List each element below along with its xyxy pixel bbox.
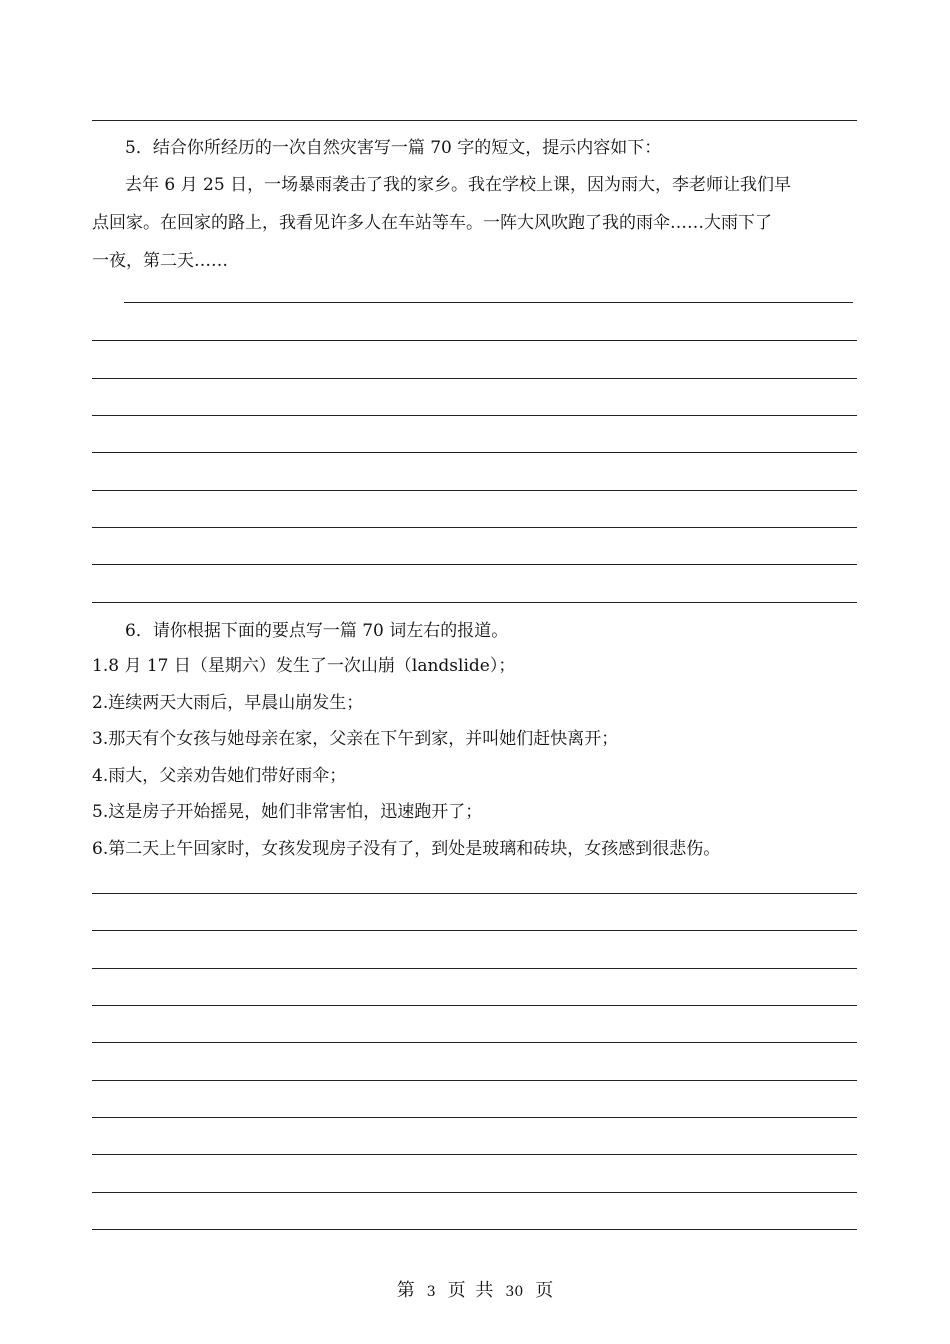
q6-point-5: 5.这是房子开始摇晃，她们非常害怕，迅速跑开了； [92, 802, 483, 822]
q5-hint-line-2: 点回家。在回家的路上，我看见许多人在车站等车。一阵大风吹跑了我的雨伞……大雨下了 [92, 213, 772, 233]
top-separator [92, 120, 857, 121]
q6-point-1: 1.8 月 17 日（星期六）发生了一次山崩（landslide）； [92, 656, 516, 676]
q5-answer-line[interactable] [92, 490, 857, 491]
q5-answer-line[interactable] [92, 340, 857, 341]
total-pages-number: 30 [505, 1284, 524, 1300]
q5-prompt: 5．结合你所经历的一次自然灾害写一篇 70 字的短文，提示内容如下： [125, 138, 662, 158]
q6-points [92, 648, 862, 867]
q5-hint-line-3: 一夜，第二天…… [92, 251, 228, 271]
q6-answer-line[interactable] [92, 1154, 857, 1155]
q6-answer-line[interactable] [92, 1117, 857, 1118]
q6-point-2: 2.连续两天大雨后，早晨山崩发生； [92, 692, 364, 713]
q6-answer-line[interactable] [92, 1192, 857, 1193]
q6-prompt: 6．请你根据下面的要点写一篇 70 词左右的报道。 [125, 621, 509, 641]
q6-answer-line[interactable] [92, 1042, 857, 1043]
q6-point-6: 6.第二天上午回家时，女孩发现房子没有了，到处是玻璃和砖块，女孩感到很悲伤。 [92, 838, 721, 859]
q5-answer-line[interactable] [92, 527, 857, 528]
page-footer [0, 1278, 950, 1305]
q5-hint-line-1: 去年 6 月 25 日，一场暴雨袭击了我的家乡。我在学校上课，因为雨大，李老师让我们早 [125, 175, 792, 195]
q6-point-4: 4.雨大，父亲劝告她们带好雨伞； [92, 765, 347, 786]
current-page-number: 3 [426, 1284, 436, 1300]
q5-answer-line[interactable] [124, 302, 853, 303]
q6-point-3: 3.那天有个女孩与她母亲在家，父亲在下午到家，并叫她们赶快离开； [92, 729, 619, 749]
q6-answer-line[interactable] [92, 930, 857, 931]
q5-answer-line[interactable] [92, 452, 857, 453]
footer-word-ye: 页 [447, 1280, 466, 1301]
q6-answer-line[interactable] [92, 1080, 857, 1081]
q6-answer-line[interactable] [92, 968, 857, 969]
q5-hint [92, 166, 862, 280]
q6-answer-line[interactable] [92, 1229, 857, 1230]
q6-answer-line[interactable] [92, 893, 857, 894]
q5-answer-line[interactable] [92, 602, 857, 603]
footer-word-di: 第 [396, 1280, 415, 1301]
footer-word-ye-2: 页 [535, 1280, 554, 1301]
q5-answer-line[interactable] [92, 564, 857, 565]
q5-answer-line[interactable] [92, 378, 857, 379]
q6-answer-line[interactable] [92, 1005, 857, 1006]
q5-answer-line[interactable] [92, 415, 857, 416]
footer-word-gong: 共 [475, 1280, 494, 1301]
